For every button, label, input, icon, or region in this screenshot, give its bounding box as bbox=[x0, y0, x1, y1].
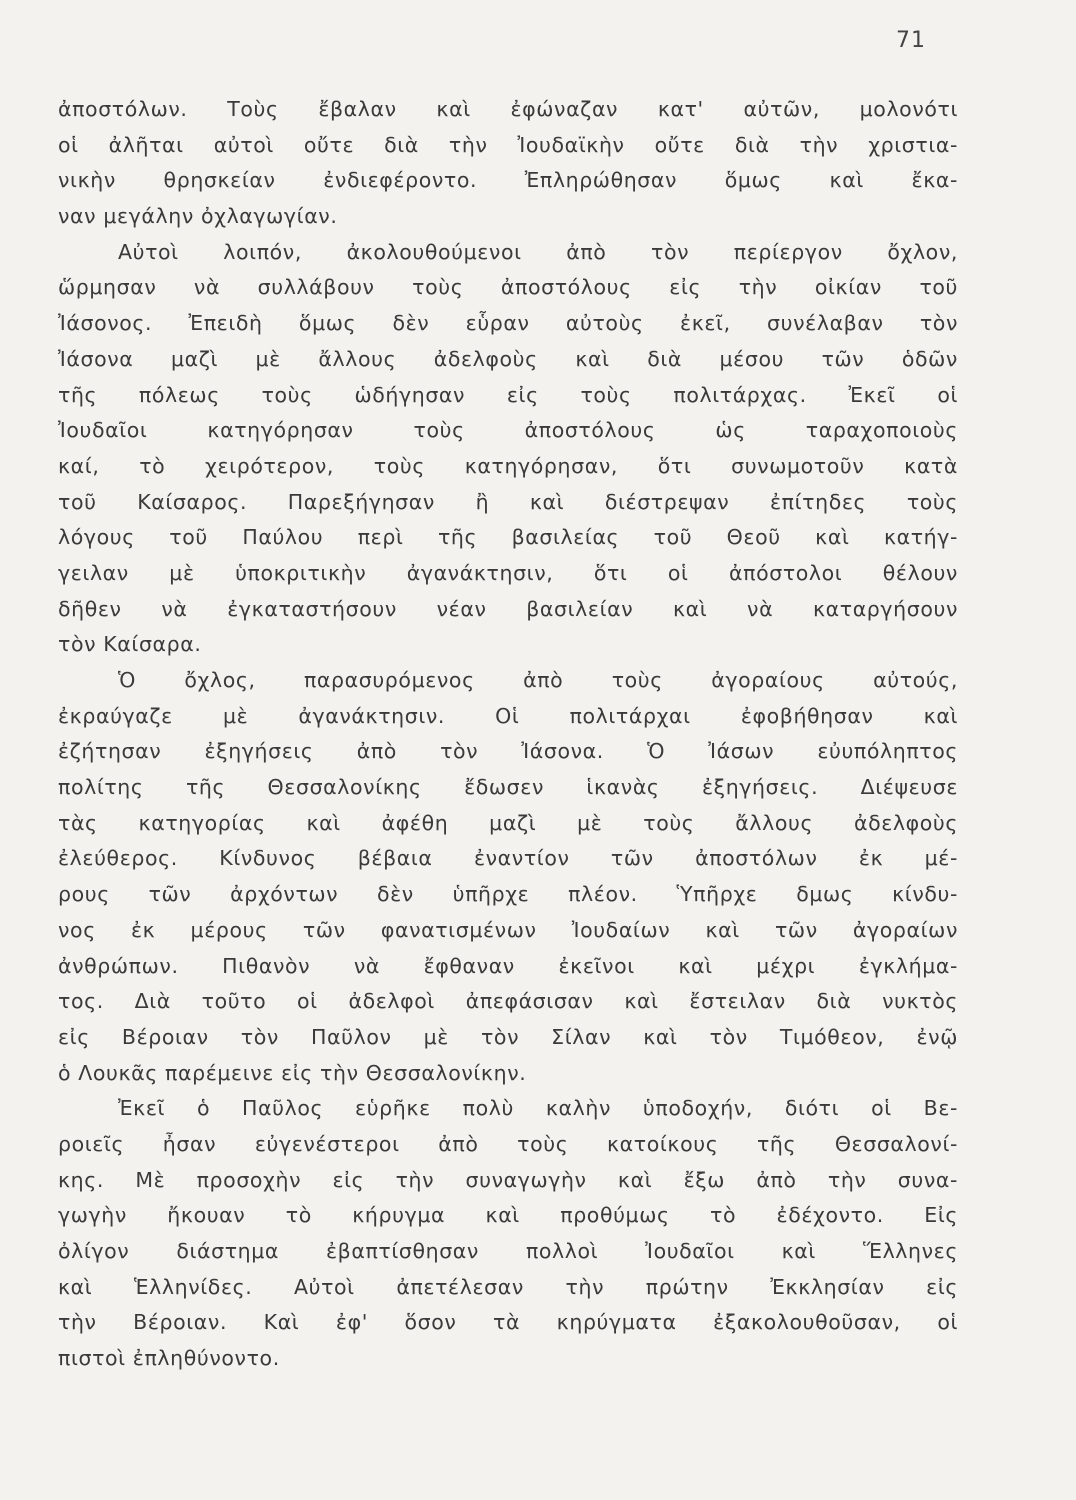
text-line: εἰς Βέροιαν τὸν Παῦλον μὲ τὸν Σίλαν καὶ τὸν Τιμόθεον, ἐνῷ bbox=[58, 1024, 958, 1049]
text-line: ναν μεγάλην ὀχλαγωγίαν. bbox=[58, 204, 338, 229]
text-line: ἀνθρώπων. Πιθανὸν νὰ ἔφθαναν ἐκεῖνοι καὶ μέχρι ἐγκλήμα- bbox=[58, 953, 958, 978]
text-line: Ὁ ὄχλος, παρασυρόμενος ἀπὸ τοὺς ἀγοραίους αὐτούς, bbox=[118, 668, 958, 692]
text-line: καὶ Ἑλληνίδες. Αὐτοὶ ἀπετέλεσαν τὴν πρώτην Ἐκκλησίαν εἰς bbox=[58, 1274, 958, 1299]
text-line: πιστοὶ ἐπληθύνοντο. bbox=[58, 1346, 280, 1371]
text-line: τῆς πόλεως τοὺς ὡδήγησαν εἰς τοὺς πολιτάρχας. Ἐκεῖ οἱ bbox=[58, 382, 958, 407]
paragraph bbox=[58, 1091, 958, 1377]
text-line: Ἰάσονος. Ἐπειδὴ ὅμως δὲν εὗραν αὐτοὺς ἐκεῖ, συνέλαβαν τὸν bbox=[58, 311, 958, 336]
text-line: ἀποστόλων. Τοὺς ἔβαλαν καὶ ἐφώναζαν κατ' αὐτῶν, μολονότι bbox=[58, 97, 958, 121]
body-text bbox=[58, 92, 958, 1377]
text-line: Αὐτοὶ λοιπόν, ἀκολουθούμενοι ἀπὸ τὸν περίεργον ὄχλον, bbox=[118, 239, 958, 264]
page-number: 71 bbox=[896, 28, 926, 53]
text-line: τὴν Βέροιαν. Καὶ ἐφ' ὅσον τὰ κηρύγματα ἐξακολουθοῦσαν, οἱ bbox=[58, 1310, 958, 1335]
text-line: λόγους τοῦ Παύλου περὶ τῆς βασιλείας τοῦ Θεοῦ καὶ κατήγ- bbox=[58, 525, 958, 550]
text-line: πολίτης τῆς Θεσσαλονίκης ἔδωσεν ἱκανὰς ἐξηγήσεις. Διέψευσε bbox=[58, 775, 958, 800]
text-line: δῆθεν νὰ ἐγκαταστήσουν νέαν βασιλείαν καὶ νὰ καταργήσουν bbox=[58, 596, 958, 621]
text-line: Ἰάσονα μαζὶ μὲ ἄλλους ἀδελφοὺς καὶ διὰ μέσου τῶν ὁδῶν bbox=[58, 346, 958, 371]
text-line: ἐλεύθερος. Κίνδυνος βέβαια ἐναντίον τῶν ἀποστόλων ἐκ μέ- bbox=[58, 846, 958, 871]
text-line: γειλαν μὲ ὑποκριτικὴν ἀγανάκτησιν, ὅτι οἱ ἀπόστολοι θέλουν bbox=[58, 560, 958, 585]
paragraph bbox=[58, 663, 958, 1091]
text-line: ὀλίγον διάστημα ἐβαπτίσθησαν πολλοὶ Ἰουδαῖοι καὶ Ἕλληνες bbox=[58, 1239, 958, 1263]
text-line: οἱ ἀλῆται αὐτοὶ οὔτε διὰ τὴν Ἰουδαϊκὴν οὔτε διὰ τὴν χριστια- bbox=[58, 132, 958, 157]
text-line: τὸν Καίσαρα. bbox=[58, 632, 202, 657]
paragraph bbox=[58, 235, 958, 663]
text-line: τὰς κατηγορίας καὶ ἀφέθη μαζὶ μὲ τοὺς ἄλλους ἀδελφοὺς bbox=[58, 810, 958, 835]
text-line: τος. Διὰ τοῦτο οἱ ἀδελφοὶ ἀπεφάσισαν καὶ ἔστειλαν διὰ νυκτὸς bbox=[58, 989, 958, 1014]
text-line: ἐκραύγαζε μὲ ἀγανάκτησιν. Οἱ πολιτάρχαι ἐφοβήθησαν καὶ bbox=[58, 703, 958, 728]
text-line: ρους τῶν ἀρχόντων δὲν ὑπῆρχε πλέον. Ὑπῆρχε δμως κίνδυ- bbox=[58, 882, 958, 907]
text-line: ὁ Λουκᾶς παρέμεινε εἰς τὴν Θεσσαλονίκην. bbox=[58, 1060, 527, 1085]
text-line: Ἐκεῖ ὁ Παῦλος εὑρῆκε πολὺ καλὴν ὑποδοχήν, διότι οἱ Βε- bbox=[118, 1096, 958, 1121]
text-line: νος ἐκ μέρους τῶν φανατισμένων Ἰουδαίων καὶ τῶν ἀγοραίων bbox=[58, 917, 958, 942]
paragraph bbox=[58, 92, 958, 235]
text-line: κης. Μὲ προσοχὴν εἰς τὴν συναγωγὴν καὶ ἔξω ἀπὸ τὴν συνα- bbox=[58, 1167, 958, 1192]
text-line: ἐζήτησαν ἐξηγήσεις ἀπὸ τὸν Ἰάσονα. Ὁ Ἰάσων εὐυπόληπτος bbox=[58, 739, 958, 764]
text-line: καί, τὸ χειρότερον, τοὺς κατηγόρησαν, ὅτι συνωμοτοῦν κατὰ bbox=[58, 453, 958, 478]
text-line: ὥρμησαν νὰ συλλάβουν τοὺς ἀποστόλους εἰς τὴν οἰκίαν τοῦ bbox=[58, 275, 958, 300]
text-line: τοῦ Καίσαρος. Παρεξήγησαν ἢ καὶ διέστρεψαν ἐπίτηδες τοὺς bbox=[58, 489, 958, 514]
text-line: γωγὴν ἤκουαν τὸ κήρυγμα καὶ προθύμως τὸ ἐδέχοντο. Εἰς bbox=[58, 1203, 958, 1228]
text-line: νικὴν θρησκείαν ἐνδιεφέροντο. Ἐπληρώθησαν ὅμως καὶ ἔκα- bbox=[58, 168, 958, 193]
text-line: Ἰουδαῖοι κατηγόρησαν τοὺς ἀποστόλους ὡς ταραχοποιοὺς bbox=[58, 418, 958, 443]
text-line: ροιεῖς ἦσαν εὐγενέστεροι ἀπὸ τοὺς κατοίκους τῆς Θεσσαλονί- bbox=[58, 1131, 958, 1156]
